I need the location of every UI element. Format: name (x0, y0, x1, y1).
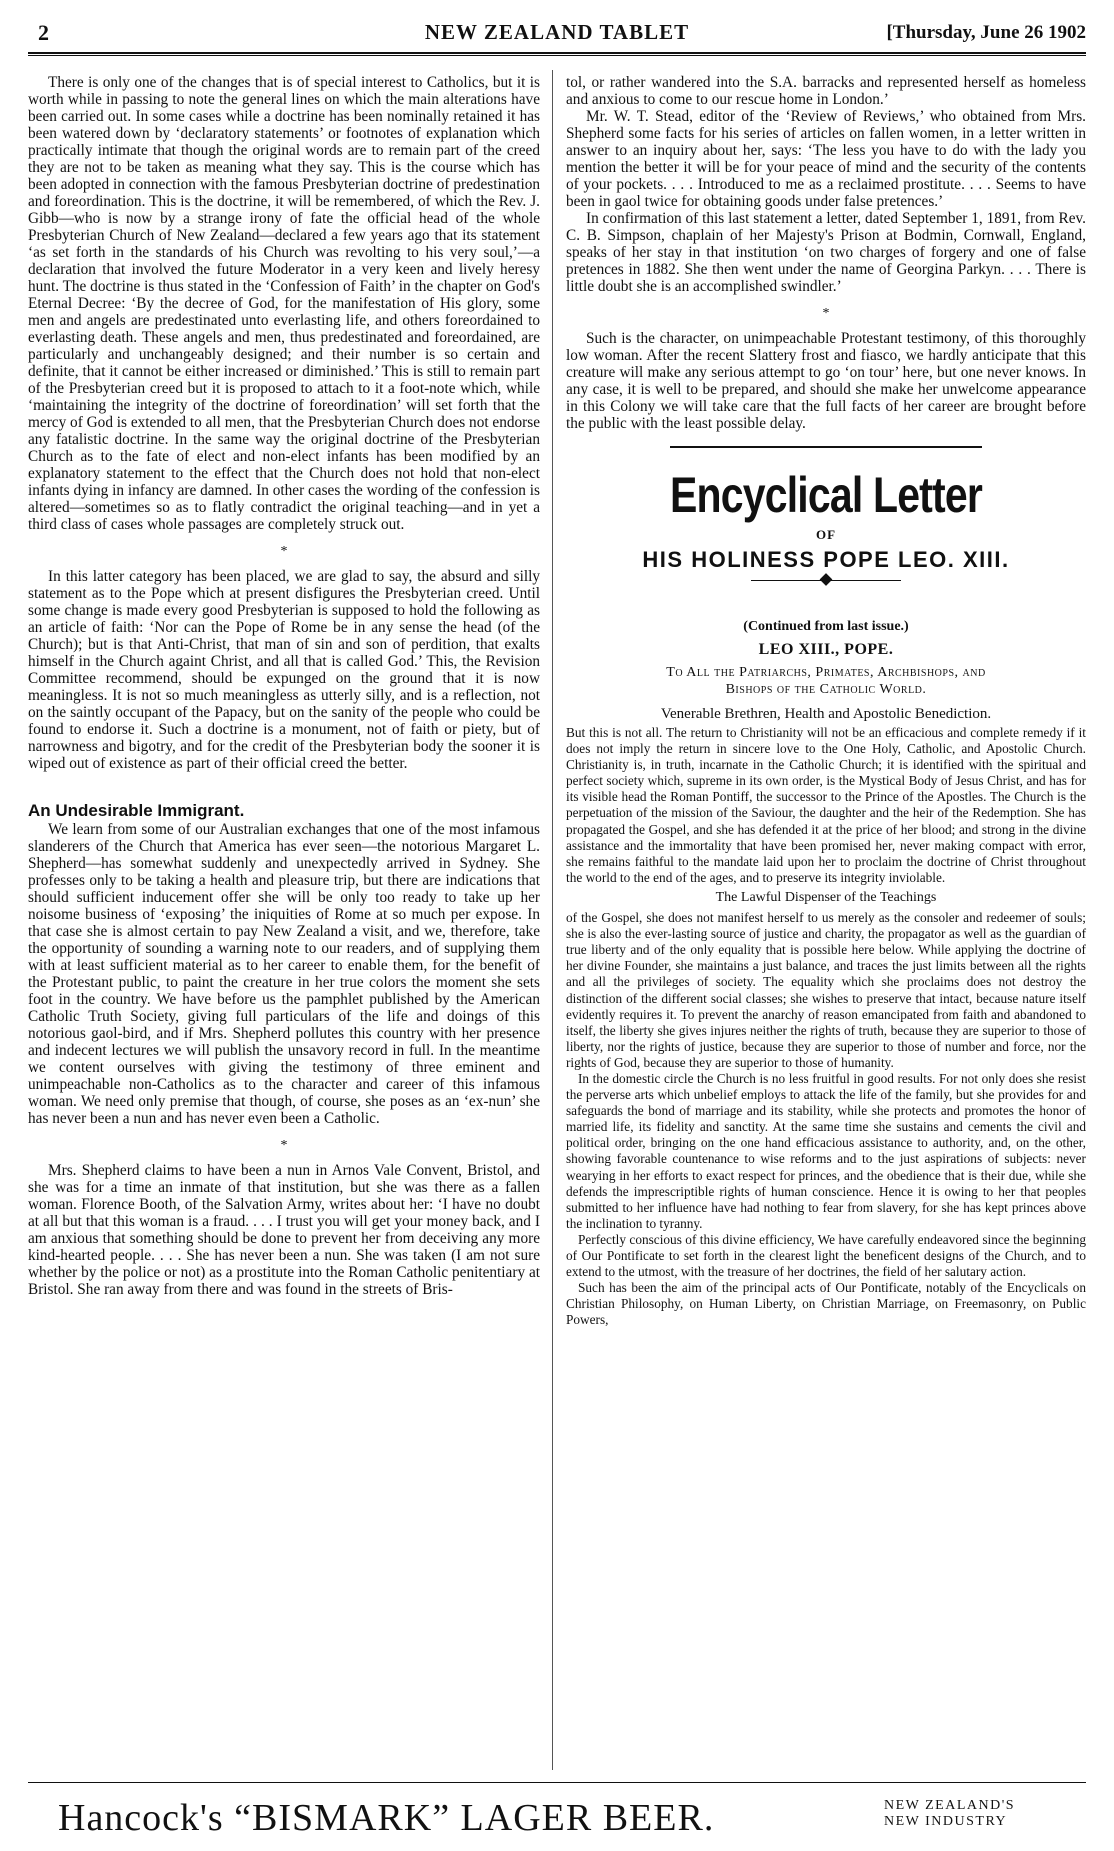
newspaper-title: NEW ZEALAND TABLET (424, 20, 690, 44)
address-line: To All the Patriarchs, Primates, Archbishops, and (666, 665, 986, 680)
diamond-ornament-icon (751, 574, 901, 588)
encyclical-top-rule (670, 446, 982, 448)
address-line: Bishops of the Catholic World. (725, 682, 927, 697)
section-star: * (822, 306, 830, 321)
article-paragraph: There is only one of the changes that is of special interest to Catholics, but it is worth while in passing to note the general lines on which the main alterations have been carried out. In some cases while a doctrine has been nominally retained it has been watered down by ‘declaratory statements’ or footnotes of explanation which practically intimate that though the original words are to remain part of the creed they are not to be taken as meaning what they say. This is the course which has been adopted in connection with the famous Presbyterian doctrine of predestination and foreordination. This is the doctrine, it will be remembered, of which the Rev. J. Gibb—who is now by a strange irony of fate the official head of the whole Presbyterian Church of New Zealand—declared a few years ago that its statement ‘as set forth in the standards of his Church was revolting to his very soul,’—a declaration that involved the future Moderator in a very keen and lively heresy hunt. The doctrine is thus stated in the ‘Confession of Faith’ in the chapter on God's Eternal Decree: ‘By the decree of God, for the manifestation of His glory, some men and angels are predestinated unto everlasting life, and others foreordained to everlasting death. These angels and men, thus predestinated and foreordained, are particularly and unchangeably designed; and their number is so certain and definite, that it cannot be either increased or diminished.’ This is still to remain part of the Presbyterian creed but it is proposed to attach to it a foot-note which, while ‘maintaining the integrity of the doctrine of foreordination’ will set forth that the mercy of God is extended to all men, that the Presbyterian Church does not endorse any fatalistic doctrine. In the same way the original doctrine of the Presbyterian Church as to the fate of elect and non-elect infants has been modified by an explanatory statement to the effect that the Church does not hold that non-elect infants dying in infancy are damned. In other cases the wording of the confession is altered—sometimes so as to flatly contradict the original teaching—and in yet a third class of cases whole passages are completely struck out. (28, 74, 540, 533)
encyclical-subtitle: HIS HOLINESS POPE LEO. XIII. (642, 547, 1010, 572)
continued-note: (Continued from last issue.) (743, 619, 909, 634)
encyclical-subheading: The Lawful Dispenser of the Teachings (715, 889, 937, 905)
ad-side-note (884, 1798, 1015, 1830)
encyclical-paragraph: of the Gospel, she does not manifest herself to us merely as the consoler and redeemer of souls; she is also the ever-lasting source of justice and charity, the propagator as well as the guardian of true liberty and of the only equality that is possible here below. While applying the doctrine of her divine Founder, she maintains a just balance, and traces the just limits between all the rights and all the privileges of society. The equality which she proclaims does not destroy the distinction of the different social classes; she wishes to preserve that intact, because nature itself evidently requires it. To prevent the anarchy of reason emancipated from faith and abandoned to itself, the liberty she gives injures neither the rights of truth, because they are superior to those of liberty, nor the rights of justice, because they are superior to those of number and force, nor the rights of God, because they are superior to those of humanity. (566, 910, 1086, 1070)
ad-side-line: NEW INDUSTRY (884, 1814, 1008, 1829)
left-column (28, 74, 540, 1298)
header-rule (28, 52, 1086, 54)
right-column (566, 74, 1086, 1328)
section-star: * (280, 544, 288, 559)
article-paragraph: tol, or rather wandered into the S.A. barracks and represented herself as homeless and anxious to come to our rescue home in London.’ (566, 74, 1086, 108)
article-paragraph: Mr. W. T. Stead, editor of the ‘Review of Reviews,’ who obtained from Mrs. Shepherd some facts for his series of articles on fallen women, in a letter written in answer to an inquiry about her, says: ‘The less you have to do with the lady you mention the better it will be for your peace of mind and the security of the contents of your pockets. . . . Introduced to me as a reclaimed prostitute. . . . Seems to have been in gaol twice for obtaining goods under false pretences.’ (566, 108, 1086, 210)
encyclical-of: OF (815, 527, 837, 542)
encyclical-paragraph: But this is not all. The return to Christianity will not be an efficacious and complete remedy if it does not imply the return in sincere love to the One Holy, Catholic, and Apostolic Church. Christianity is, in truth, incarnate in the Catholic Church; it is identified with the spiritual and perfect society which, supreme in its own order, is the Mystical Body of Jesus Christ, and has for its visible head the Roman Pontiff, the successor to the Prince of the Apostles. The Church is the perpetuation of the mission of the Saviour, the daughter and the heir of the Redemption. She has propagated the Gospel, and she has defended it at the price of her blood; and strong in the divine assistance and the immortality that have been promised her, never making compact with error, she remains faithful to the mandate laid upon her to proclaim the doctrine of Christ throughout the world to the end of the ages, and to preserve its integrity inviolable. (566, 725, 1086, 885)
ad-side-line: NEW ZEALAND'S (884, 1798, 1016, 1813)
article-paragraph: In confirmation of this last statement a letter, dated September 1, 1891, from Rev. C. B. Simpson, chaplain of her Majesty's Prison at Bodmin, Cornwall, England, speaks of her stay in that institution ‘on two charges of forgery and one of false pretences in 1882. She then went under the name of Georgina Parkyn. . . . There is little doubt she is an accomplished swindler.’ (566, 210, 1086, 295)
column-divider (552, 70, 553, 1770)
encyclical-title: Encyclical Letter (670, 467, 982, 523)
ad-headline: Hancock's “BISMARK” LAGER BEER. (58, 1797, 715, 1839)
section-star: * (280, 1138, 288, 1153)
pope-heading: LEO XIII., POPE. (758, 641, 894, 658)
article-paragraph: In this latter category has been placed, we are glad to say, the absurd and silly statement as to the Pope which at present disfigures the Presbyterian creed. Until some change is made every good Presbyterian is supposed to hold the following as an article of faith: ‘Nor can the Pope of Rome be in any sense the head (of the Church); but is that Anti-Christ, that man of sin and son of perdition, that exalts himself in the Church againt Christ, and all that is called God.’ This, the Revision Committee recommend, should be expunged on the ground that it is now meaningless. It is not so much meaningless as utterly silly, and is a reflection, not on the saintly occupant of the Papacy, but on the sanity of the people who could be found to endorse it. Such a doctrine is a monument, not of faith or piety, but of narrowness and bigotry, and for the credit of the Presbyterian body the sooner it is wiped out of existence as part of their official creed the better. (28, 568, 540, 772)
encyclical-paragraph: Such has been the aim of the principal acts of Our Pontificate, notably of the Encyclicals on Christian Philosophy, on Human Liberty, on Christian Marriage, on Freemasonry, on Public Powers, (566, 1280, 1086, 1328)
encyclical-body (566, 725, 1086, 1328)
issue-date: [Thursday, June 26 1902 (886, 22, 1086, 43)
article-paragraph: Mrs. Shepherd claims to have been a nun in Arnos Vale Convent, Bristol, and she was for a time an inmate of that institution, but she was there as a fallen woman. Florence Booth, of the Salvation Army, writes about her: ‘I have no doubt at all but that this woman is a fraud. . . . I trust you will get your money back, and I am anxious that something should be done to prevent her from deceiving any more kind-hearted people. . . . She has never been a nun. She was taken (I am not sure whether by the police or not) as a prostitute into the Roman Catholic penitentiary at Bristol. She ran away from there and was found in the streets of Bris- (28, 1162, 540, 1298)
article-paragraph: We learn from some of our Australian exchanges that one of the most infamous slanderers of the Church that America has ever seen—the notorious Margaret L. Shepherd—has somewhat suddenly and unexpectedly arrived in Sydney. She professes only to be taking a health and pleasure trip, but there are indications that should sufficient inducement offer she will be only too ready to take up her noisome business of ‘exposing’ the iniquities of Rome at so much per expose. In that case she is almost certain to pay New Zealand a visit, and we, therefore, take the opportunity of sounding a warning note to our readers, and of supplying them with at least sufficient material as to her career to enable them, for the benefit of the Protestant public, to paint the creature in her true colors the moment she sets foot in the country. We have before us the pamphlet published by the American Catholic Truth Society, giving full particulars of the life and doings of this notorious gaol-bird, and if Mrs. Shepherd pollutes this country with her presence and indecent lectures we will publish the unsavory record in full. In the meantime we content ourselves with giving the testimony of three eminent and unimpeachable non-Catholics as to the character and career of this infamous woman. We need only premise that though, of course, she poses as an ‘ex-nun’ she has never been a nun and has never even been a Catholic. (28, 821, 540, 1127)
article-paragraph: Such is the character, on unimpeachable Protestant testimony, of this thoroughly low woman. After the recent Slattery frost and fiasco, we hardly anticipate that this creature will make any serious attempt to go ‘on tour’ here, but one never knows. In any case, it is well to be prepared, and should she make her unwelcome appearance in this Colony we will take care that the full facts of her career are brought before the public with the least possible delay. (566, 330, 1086, 432)
footer-rule (28, 1782, 1086, 1783)
section-heading: An Undesirable Immigrant. (28, 801, 245, 820)
header-rule-thin (28, 55, 1086, 56)
footer-advertisement (28, 1796, 1086, 1846)
encyclical-paragraph: In the domestic circle the Church is no less fruitful in good results. For not only does she resist the perverse arts which unbelief employs to attack the life of the family, but she provides for and safeguards the bond of marriage and its stability, while she protects and promotes the honor of married life, its fidelity and sanctity. At the same time she sustains and cements the civil and political order, bringing on the one hand efficacious assistance to authority, and, on the other, showing favorable countenance to wise reforms and to the just aspirations of subjects: never wearying in her efforts to exact respect for princes, and the obedience that is their due, while she defends the imprescriptible rights of human conscience. Hence it is owing to her that peoples submitted to her influence have had nothing to fear from slavery, for she has kept princes above the inclination to tyranny. (566, 1070, 1086, 1231)
page-number: 2 (38, 20, 49, 45)
page-header (28, 20, 1086, 48)
greeting: Venerable Brethren, Health and Apostolic Benediction. (660, 706, 992, 722)
encyclical-paragraph: Perfectly conscious of this divine efficiency, We have carefully endeavored since the beginning of Our Pontificate to set forth in the clearest light the beneficent designs of the Church, and to extend to the utmost, with the treasure of her doctrines, the field of her salutary action. (566, 1231, 1086, 1280)
